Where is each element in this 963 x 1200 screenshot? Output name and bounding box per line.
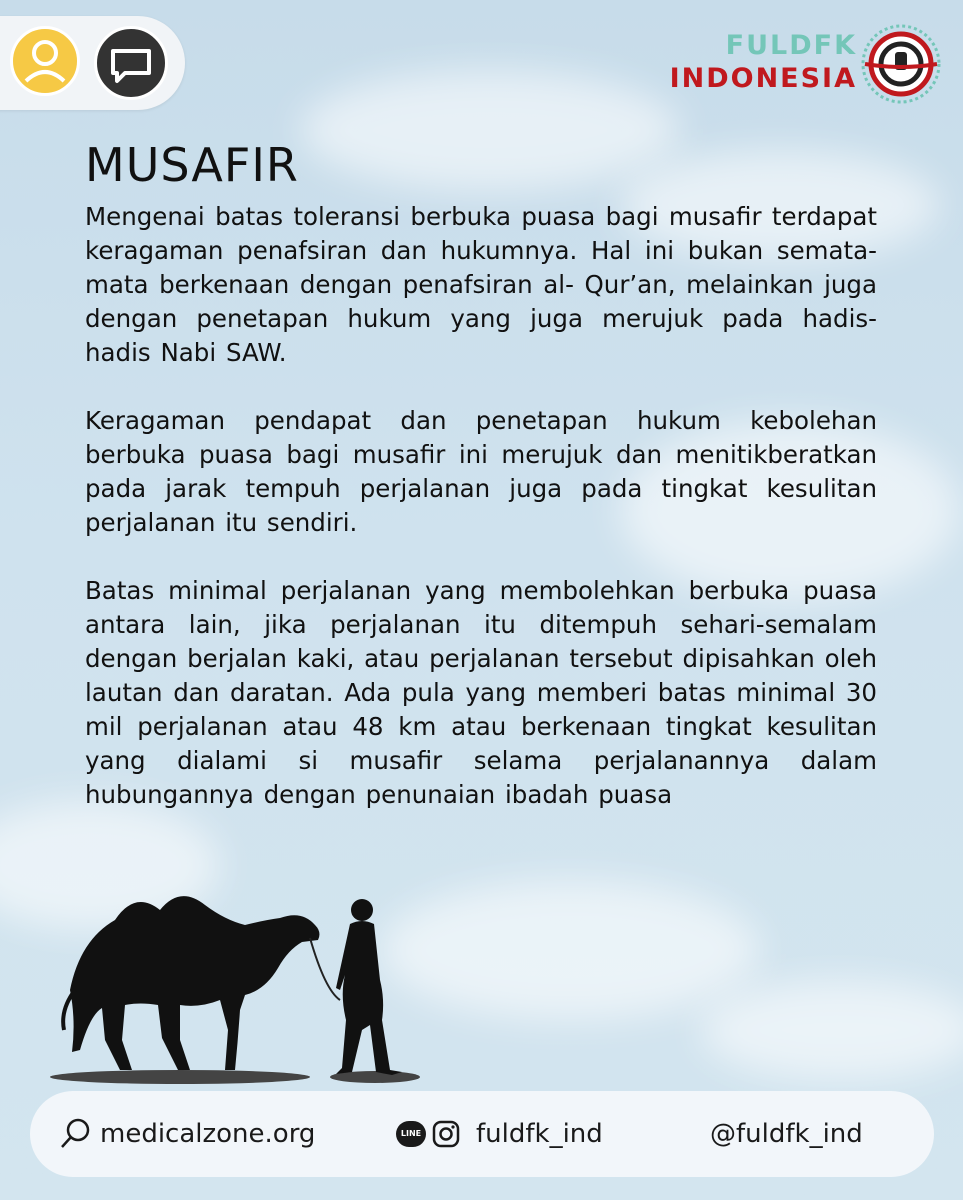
paragraph: Batas minimal perjalanan yang membolehkan berbuka puasa antara lain, jika perjalanan itu ditempuh sehari-semalam dengan berjalan kaki, atau perjalanan tersebut dipisahkan oleh lautan dan daratan. Ada pula yang memberi batas minimal 30 mil perjalanan atau 48 km atau berkenaan tingkat kesulitan yang dialami si musafir selama perjalanannya dalam hubungannya dengan penunaian ibadah puasa [85,576,877,809]
social-handle: fuldfk_ind [476,1119,603,1149]
brand-line-1: FULDFK [725,30,857,61]
social-link[interactable] [396,1119,603,1149]
brand-name [670,30,857,94]
fuldfk-emblem [859,22,943,106]
cloud [700,980,963,1080]
line-icon: LINE [396,1121,426,1147]
chat-bubble-icon[interactable] [94,26,168,100]
footer-bar [30,1091,934,1177]
website-text: medicalzone.org [100,1119,316,1149]
instagram-icon [432,1120,460,1148]
page-title: MUSAFIR [85,138,299,192]
article [85,138,877,846]
brand-line-2: INDONESIA [669,63,857,94]
paragraph: Keragaman pendapat dan penetapan hukum kebolehan berbuka puasa bagi musafir ini merujuk dan menitikberatkan pada jarak tempuh perjalanan juga pada tingkat kesulitan perjalanan itu sendiri. [85,406,877,537]
website-link[interactable] [58,1116,315,1152]
user-avatar-icon[interactable] [10,26,80,96]
camel-silhouette-illustration [40,880,480,1090]
twitter-handle-link[interactable] [710,1119,863,1149]
twitter-handle: @fuldfk_ind [710,1119,863,1149]
search-icon [58,1116,94,1152]
paragraph: Mengenai batas toleransi berbuka puasa bagi musafir terdapat keragaman penafsiran dan hukumnya. Hal ini bukan semata-mata berkenaan dengan penafsiran al- Qur’an, melainkan juga dengan penetapan hukum yang juga merujuk pada hadis-hadis Nabi SAW. [85,202,877,367]
